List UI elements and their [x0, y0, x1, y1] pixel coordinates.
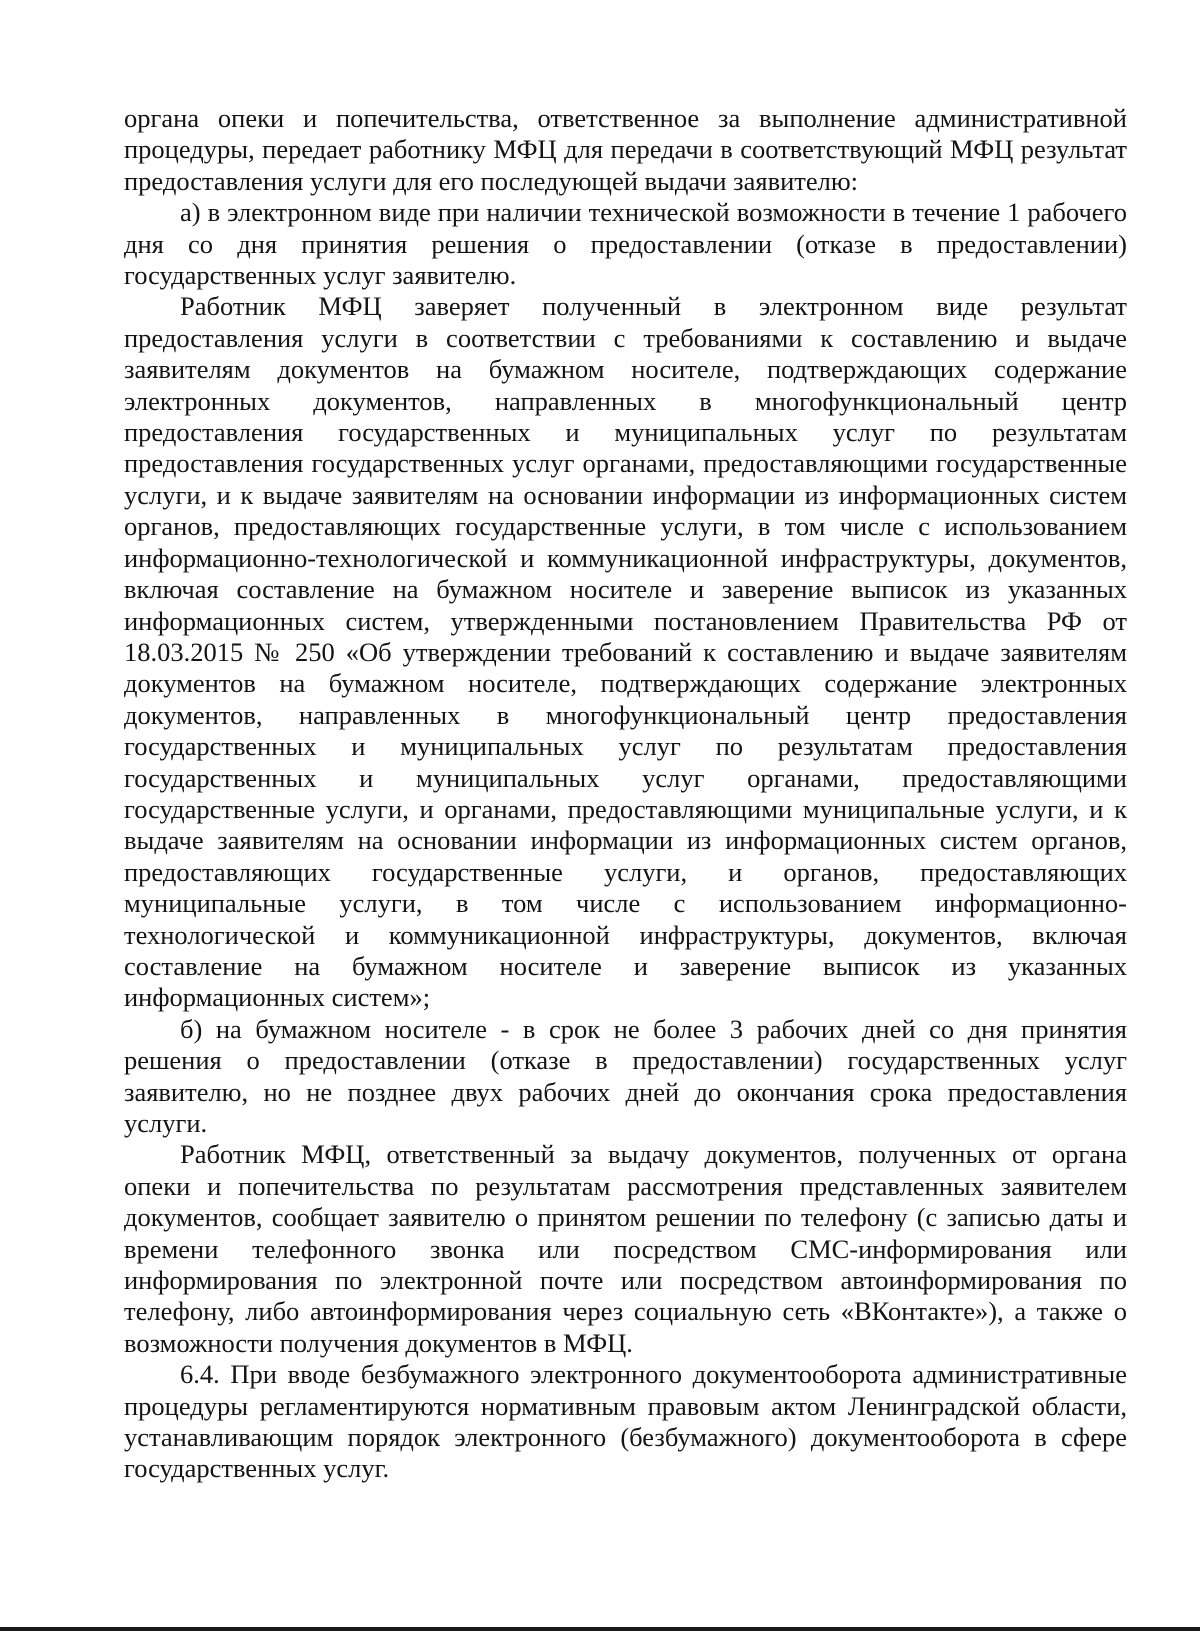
paragraph-mfc-certifies: Работник МФЦ заверяет полученный в электронном виде результат предоставления услуги в соответствии с требованиями к составлению и выдаче заявителям документов на бумажном носителе, подтверждающих содержание электронных документов, направленных в многофункциональный центр предоставления государственных и муниципальных услуг по результатам предоставления государственных услуг органами, предоставляющими государственные услуги, и к выдаче заявителям на основании информации из информационных систем органов, предоставляющих государственные услуги, в том числе с использованием информационно-технологической и коммуникационной инфраструктуры, документов, включая составление на бумажном носителе и заверение выписок из указанных информационных систем, утвержденными постановлением Правительства РФ от 18.03.2015 № 250 «Об утверждении требований к составлению и выдаче заявителям документов на бумажном носителе, подтверждающих содержание электронных документов, направленных в многофункциональный центр предоставления государственных и муниципальных услуг по результатам предоставления государственных и муниципальных услуг органами, предоставляющими государственные услуги, и органами, предоставляющими муниципальные услуги, и к выдаче заявителям на основании информации из информационных систем органов, предоставляющих государственные услуги, и органов, предоставляющих муниципальные услуги, в том числе с использованием информационно-технологической и коммуникационной инфраструктуры, документов, включая составление на бумажном носителе и заверение выписок из указанных информационных систем»; [124, 291, 1127, 1013]
paragraph-item-a: а) в электронном виде при наличии технической возможности в течение 1 рабочего дня со дня принятия решения о предоставлении (отказе в предоставлении) государственных услуг заявителю. [124, 197, 1127, 291]
paragraph-section-6-4: 6.4. При вводе безбумажного электронного документооборота административные процедуры регламентируются нормативным правовым актом Ленинградской области, устанавливающим порядок электронного (безбумажного) документооборота в сфере государственных услуг. [124, 1359, 1127, 1484]
paragraph-mfc-informs: Работник МФЦ, ответственный за выдачу документов, полученных от органа опеки и попечительства по результатам рассмотрения представленных заявителем документов, сообщает заявителю о принятом решении по телефону (с записью даты и времени телефонного звонка или посредством СМС-информирования или информирования по электронной почте или посредством автоинформирования по телефону, либо автоинформирования через социальную сеть «ВКонтакте»), а также о возможности получения документов в МФЦ. [124, 1139, 1127, 1358]
document-body [124, 103, 1127, 1485]
page-bottom-border [0, 1627, 1200, 1631]
paragraph-item-b: б) на бумажном носителе - в срок не более 3 рабочих дней со дня принятия решения о предоставлении (отказе в предоставлении) государственных услуг заявителю, но не позднее двух рабочих дней до окончания срока предоставления услуги. [124, 1013, 1127, 1138]
paragraph-intro: органа опеки и попечительства, ответственное за выполнение административной процедуры, передает работнику МФЦ для передачи в соответствующий МФЦ результат предоставления услуги для его последующей выдачи заявителю: [124, 103, 1127, 196]
